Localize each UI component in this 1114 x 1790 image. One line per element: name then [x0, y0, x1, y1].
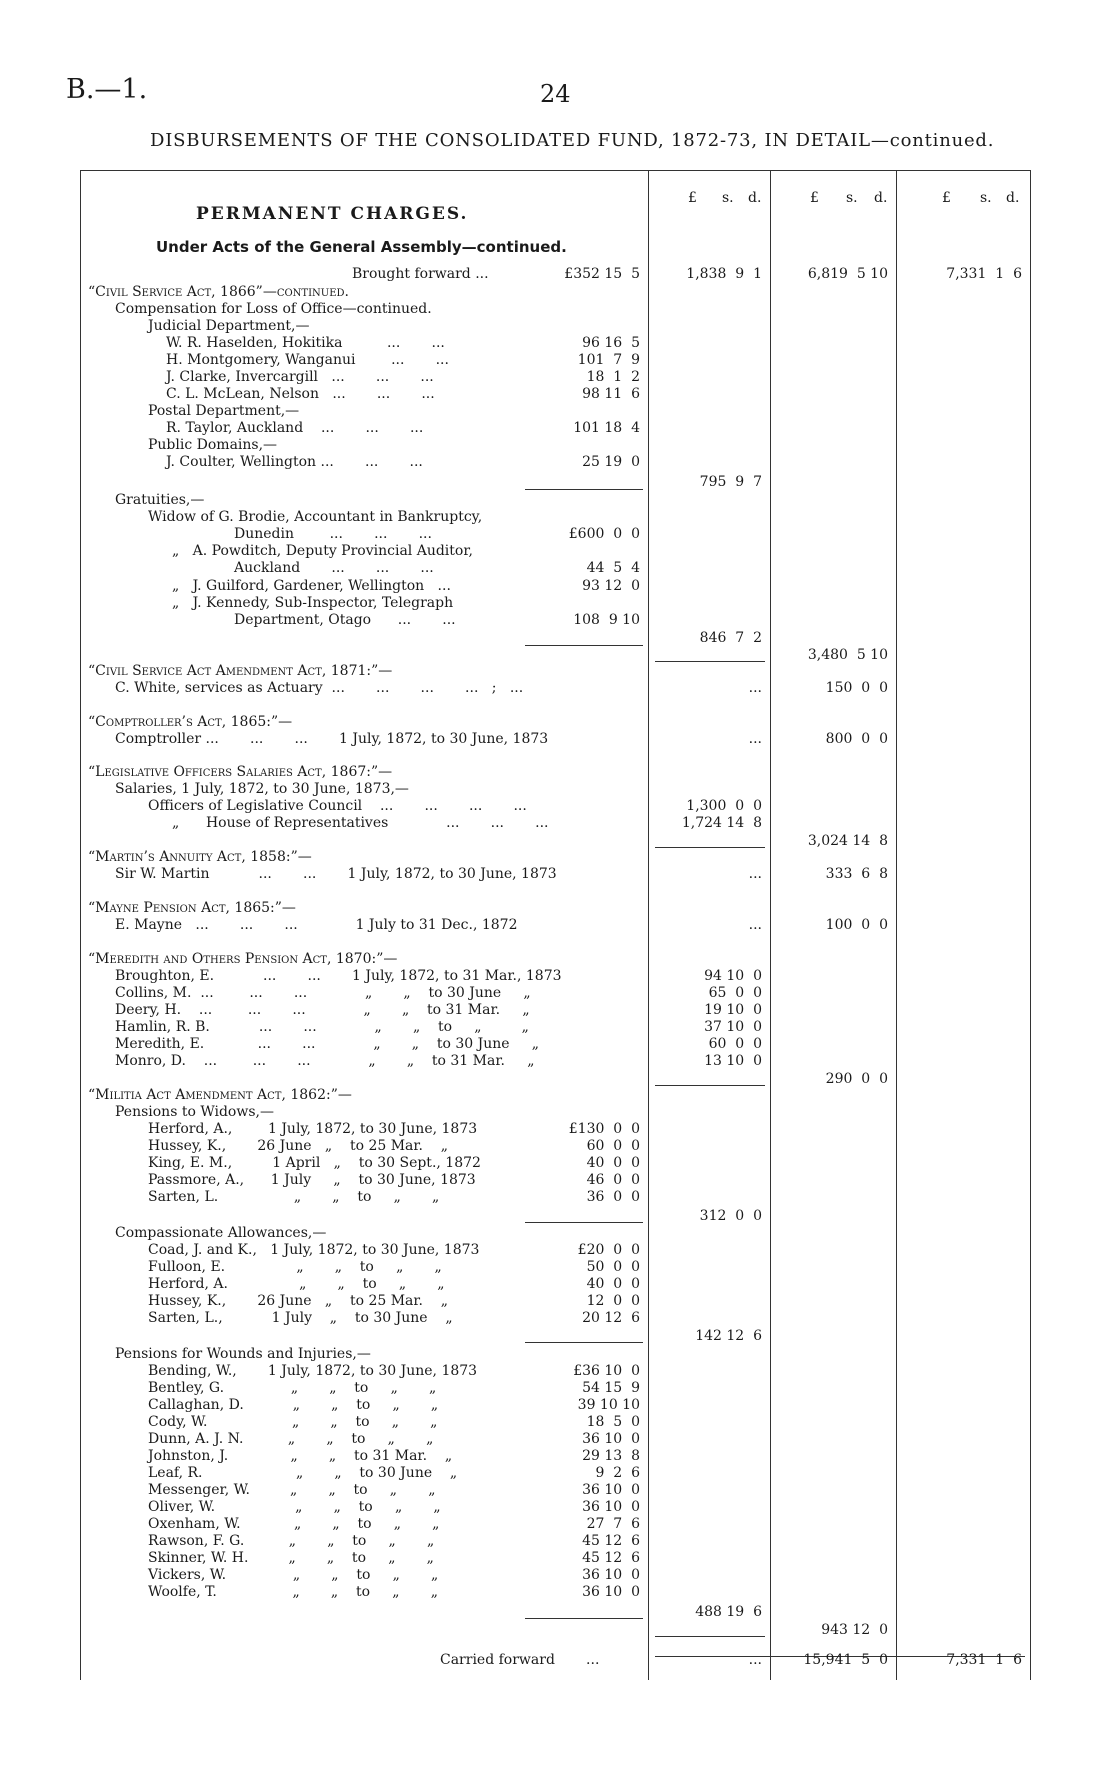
ledger-line-text: Passmore, A., 1 July „ to 30 June, 1873 [148, 1172, 476, 1188]
ledger-line-text: J. Coulter, Wellington ... ... ... [166, 454, 423, 470]
amount-col-a: 36 10 0 [582, 1431, 640, 1447]
amount-col-a: £36 10 0 [573, 1363, 640, 1379]
amount-col-a: 45 12 6 [582, 1533, 640, 1549]
ledger-line-text: „ A. Powditch, Deputy Provincial Auditor, [172, 543, 473, 559]
ledger-line-text: E. Mayne ... ... ... 1 July to 31 Dec., 1872 [115, 917, 518, 933]
amount-col-b: 1,838 9 1 [686, 266, 762, 282]
subtotal-rule [525, 489, 643, 490]
ledger-line-text: Skinner, W. H. „ „ to „ „ [148, 1550, 434, 1566]
page-number: 24 [540, 80, 571, 108]
subtotal-rule [525, 1618, 643, 1619]
ledger-line-text: Broughton, E. ... ... 1 July, 1872, to 31 Mar., 1873 [115, 968, 562, 984]
amount-col-a: 108 9 10 [573, 612, 640, 628]
amount-col-a: 18 1 2 [586, 369, 640, 385]
ledger-line-text: C. L. McLean, Nelson ... ... ... [166, 386, 435, 402]
ledger-line-text: “Civil Service Act, 1866”—continued. [88, 284, 350, 300]
ledger-line-text: Oxenham, W. „ „ to „ „ [148, 1516, 440, 1532]
amount-col-b: 94 10 0 [704, 968, 762, 984]
table-rule-left [80, 170, 81, 1680]
amount-col-a: 96 16 5 [582, 335, 640, 351]
ledger-line-text: Bending, W., 1 July, 1872, to 30 June, 1873 [148, 1363, 478, 1379]
col2-shilling-head: s. [846, 190, 858, 206]
amount-col-a: 101 18 4 [573, 420, 640, 436]
ledger-line-text: Brought forward ... [352, 266, 489, 282]
col2-pence-head: d. [874, 190, 888, 206]
amount-col-a: 12 0 0 [586, 1293, 640, 1309]
ledger-line-text: Fulloon, E. „ „ to „ „ [148, 1259, 442, 1275]
ledger-line-text: „ J. Kennedy, Sub-Inspector, Telegraph [172, 595, 454, 611]
ledger-line-text: Hussey, K., 26 June „ to 25 Mar. „ [148, 1138, 449, 1154]
ledger-line-text: Leaf, R. „ „ to 30 June „ [148, 1465, 458, 1481]
ledger-line-text: Oliver, W. „ „ to „ „ [148, 1499, 441, 1515]
ledger-line-text: “Militia Act Amendment Act, 1862:”— [88, 1087, 352, 1103]
table-rule-col1 [648, 170, 649, 1680]
ledger-line-text: Salaries, 1 July, 1872, to 30 June, 1873,— [115, 781, 409, 797]
ledger-line-text: Monro, D. ... ... ... „ „ to 31 Mar. „ [115, 1053, 535, 1069]
ledger-line-text: C. White, services as Actuary ... ... ... ... ; ... [115, 680, 524, 696]
ledger-line-text: Pensions for Wounds and Injuries,— [115, 1346, 371, 1362]
ledger-line-text: Johnston, J. „ „ to 31 Mar. „ [148, 1448, 453, 1464]
col2-pound-head: £ [810, 190, 819, 206]
ledger-line-text: Widow of G. Brodie, Accountant in Bankruptcy, [148, 509, 483, 525]
ledger-line-text: Hussey, K., 26 June „ to 25 Mar. „ [148, 1293, 449, 1309]
amount-col-a: 45 12 6 [582, 1550, 640, 1566]
amount-col-c: 3,024 14 8 [807, 833, 888, 849]
amount-col-a: 60 0 0 [586, 1138, 640, 1154]
ledger-line-text: Woolfe, T. „ „ to „ „ [148, 1584, 438, 1600]
amount-col-b: 13 10 0 [704, 1053, 762, 1069]
amount-col-b: 37 10 0 [704, 1019, 762, 1035]
ledger-line-text: Judicial Department,— [148, 318, 310, 334]
amount-col-b: 60 0 0 [708, 1036, 762, 1052]
amount-col-a: 98 11 6 [582, 386, 640, 402]
amount-col-a: 93 12 0 [582, 578, 640, 594]
amount-col-b: ... [748, 917, 762, 933]
col3-pence-head: d. [1006, 190, 1020, 206]
ledger-line-text: Vickers, W. „ „ to „ „ [148, 1567, 439, 1583]
amount-col-b: 1,300 0 0 [686, 798, 762, 814]
amount-col-a: 36 10 0 [582, 1567, 640, 1583]
col1-shilling-head: s. [722, 190, 734, 206]
amount-col-a: £130 0 0 [568, 1121, 640, 1137]
amount-col-a: 40 0 0 [586, 1276, 640, 1292]
ledger-line-text: Herford, A. „ „ to „ „ [148, 1276, 445, 1292]
ledger-line-text: Pensions to Widows,— [115, 1104, 274, 1120]
amount-col-b: 1,724 14 8 [681, 815, 762, 831]
amount-col-d: 7,331 1 6 [946, 1652, 1022, 1668]
section-heading: PERMANENT CHARGES. [196, 204, 469, 224]
amount-col-b: ... [748, 680, 762, 696]
amount-col-b: 488 19 6 [695, 1604, 762, 1620]
ledger-line-text: Sir W. Martin ... ... 1 July, 1872, to 30 June, 1873 [115, 866, 557, 882]
subtotal-rule [525, 1342, 643, 1343]
amount-col-a: 36 10 0 [582, 1584, 640, 1600]
ledger-line-text: „ J. Guilford, Gardener, Wellington ... [172, 578, 451, 594]
amount-col-a: 101 7 9 [577, 352, 640, 368]
ledger-line-text: J. Clarke, Invercargill ... ... ... [166, 369, 434, 385]
subtotal-rule [655, 847, 765, 848]
amount-col-a: 36 0 0 [586, 1189, 640, 1205]
amount-col-c: 943 12 0 [821, 1622, 888, 1638]
ledger-line-text: Bentley, G. „ „ to „ „ [148, 1380, 437, 1396]
ledger-line-text: Hamlin, R. B. ... ... „ „ to „ „ [115, 1019, 529, 1035]
ledger-line-text: Sarten, L. „ „ to „ „ [148, 1189, 440, 1205]
amount-col-a: 18 5 0 [586, 1414, 640, 1430]
ledger-line-text: Department, Otago ... ... [234, 612, 456, 628]
amount-col-a: 44 5 4 [586, 560, 640, 576]
amount-col-a: 54 15 9 [582, 1380, 640, 1396]
table-rule-right [1030, 170, 1031, 1680]
table-rule-col2 [770, 170, 771, 1680]
col1-pence-head: d. [748, 190, 762, 206]
ledger-line-text: King, E. M., 1 April „ to 30 Sept., 1872 [148, 1155, 481, 1171]
ledger-line-text: Auckland ... ... ... [234, 560, 434, 576]
ledger-line-text: “Mayne Pension Act, 1865:”— [88, 900, 296, 916]
amount-col-b: 846 7 2 [699, 630, 762, 646]
amount-col-a: 20 12 6 [582, 1310, 640, 1326]
ledger-line-text: Deery, H. ... ... ... „ „ to 31 Mar. „ [115, 1002, 530, 1018]
amount-col-b: 142 12 6 [695, 1328, 762, 1344]
table-rule-col3 [896, 170, 897, 1680]
ledger-line-text: Collins, M. ... ... ... „ „ to 30 June „ [115, 985, 531, 1001]
subtotal-rule [655, 1085, 765, 1086]
ledger-line-text: “Comptroller’s Act, 1865:”— [88, 714, 293, 730]
amount-col-a: 50 0 0 [586, 1259, 640, 1275]
ledger-line-text: Coad, J. and K., 1 July, 1872, to 30 June, 1873 [148, 1242, 480, 1258]
ledger-line-text: Officers of Legislative Council ... ... ... ... [148, 798, 527, 814]
amount-col-c: 6,819 5 10 [807, 266, 888, 282]
subtotal-rule [525, 645, 643, 646]
ledger-line-text: Carried forward ... [440, 1652, 600, 1668]
ledger-line-text: Postal Department,— [148, 403, 300, 419]
col3-pound-head: £ [942, 190, 951, 206]
ledger-line-text: Herford, A., 1 July, 1872, to 30 June, 1873 [148, 1121, 478, 1137]
ledger-line-text: Sarten, L., 1 July „ to 30 June „ [148, 1310, 453, 1326]
page-title: DISBURSEMENTS OF THE CONSOLIDATED FUND, 1872-73, IN DETAIL—continued. [150, 130, 995, 151]
amount-col-a: 36 10 0 [582, 1482, 640, 1498]
ledger-line-text: Comptroller ... ... ... 1 July, 1872, to 30 June, 1873 [115, 731, 549, 747]
ledger-line-text: Dunedin ... ... ... [234, 526, 432, 542]
amount-col-a: £352 15 5 [564, 266, 640, 282]
amount-col-d: 7,331 1 6 [946, 266, 1022, 282]
ledger-line-text: Compassionate Allowances,— [115, 1225, 327, 1241]
amount-col-a: 9 2 6 [595, 1465, 640, 1481]
ledger-line-text: W. R. Haselden, Hokitika ... ... [166, 335, 445, 351]
page-code: B.—1. [66, 74, 148, 105]
ledger-line-text: Dunn, A. J. N. „ „ to „ „ [148, 1431, 434, 1447]
amount-col-a: 29 13 8 [582, 1448, 640, 1464]
amount-col-a: 46 0 0 [586, 1172, 640, 1188]
col3-shilling-head: s. [980, 190, 992, 206]
amount-col-a: 36 10 0 [582, 1499, 640, 1515]
amount-col-a: 25 19 0 [582, 454, 640, 470]
amount-col-c: 100 0 0 [825, 917, 888, 933]
ledger-line-text: Gratuities,— [115, 492, 205, 508]
ledger-line-text: H. Montgomery, Wanganui ... ... [166, 352, 449, 368]
amount-col-a: £600 0 0 [568, 526, 640, 542]
amount-col-c: 15,941 5 0 [803, 1652, 888, 1668]
ledger-line-text: Public Domains,— [148, 437, 278, 453]
ledger-line-text: “Legislative Officers Salaries Act, 1867:”— [88, 764, 393, 780]
amount-col-b: 312 0 0 [699, 1208, 762, 1224]
ledger-line-text: “Meredith and Others Pension Act, 1870:”— [88, 951, 398, 967]
amount-col-a: 39 10 10 [577, 1397, 640, 1413]
amount-col-c: 3,480 5 10 [807, 647, 888, 663]
ledger-line-text: Compensation for Loss of Office—continued. [115, 301, 432, 317]
amount-col-b: ... [748, 866, 762, 882]
ledger-line-text: Messenger, W. „ „ to „ „ [148, 1482, 436, 1498]
ledger-line-text: Cody, W. „ „ to „ „ [148, 1414, 438, 1430]
ledger-line-text: “Martin’s Annuity Act, 1858:”— [88, 849, 312, 865]
ledger-line-text: “Civil Service Act Amendment Act, 1871:”— [88, 663, 393, 679]
col1-pound-head: £ [688, 190, 697, 206]
ledger-line-text: „ House of Representatives ... ... ... [172, 815, 549, 831]
amount-col-b: 19 10 0 [704, 1002, 762, 1018]
amount-col-c: 150 0 0 [825, 680, 888, 696]
ledger-line-text: R. Taylor, Auckland ... ... ... [166, 420, 424, 436]
subtotal-rule [655, 1636, 765, 1637]
amount-col-a: 40 0 0 [586, 1155, 640, 1171]
amount-col-a: £20 0 0 [577, 1242, 640, 1258]
table-top-rule [80, 170, 1030, 171]
amount-col-c: 800 0 0 [825, 731, 888, 747]
amount-col-b: 65 0 0 [708, 985, 762, 1001]
ledger-line-text: Meredith, E. ... ... „ „ to 30 June „ [115, 1036, 540, 1052]
amount-col-b: ... [748, 731, 762, 747]
amount-col-b: 795 9 7 [699, 474, 762, 490]
subtotal-rule [655, 661, 765, 662]
ledger-line-text: Callaghan, D. „ „ to „ „ [148, 1397, 439, 1413]
section-subheading: Under Acts of the General Assembly—continued. [156, 238, 567, 256]
amount-col-c: 333 6 8 [825, 866, 888, 882]
subtotal-rule [525, 1222, 643, 1223]
amount-col-a: 27 7 6 [586, 1516, 640, 1532]
amount-col-c: 290 0 0 [825, 1071, 888, 1087]
ledger-line-text: Rawson, F. G. „ „ to „ „ [148, 1533, 435, 1549]
amount-col-b: ... [748, 1652, 762, 1668]
